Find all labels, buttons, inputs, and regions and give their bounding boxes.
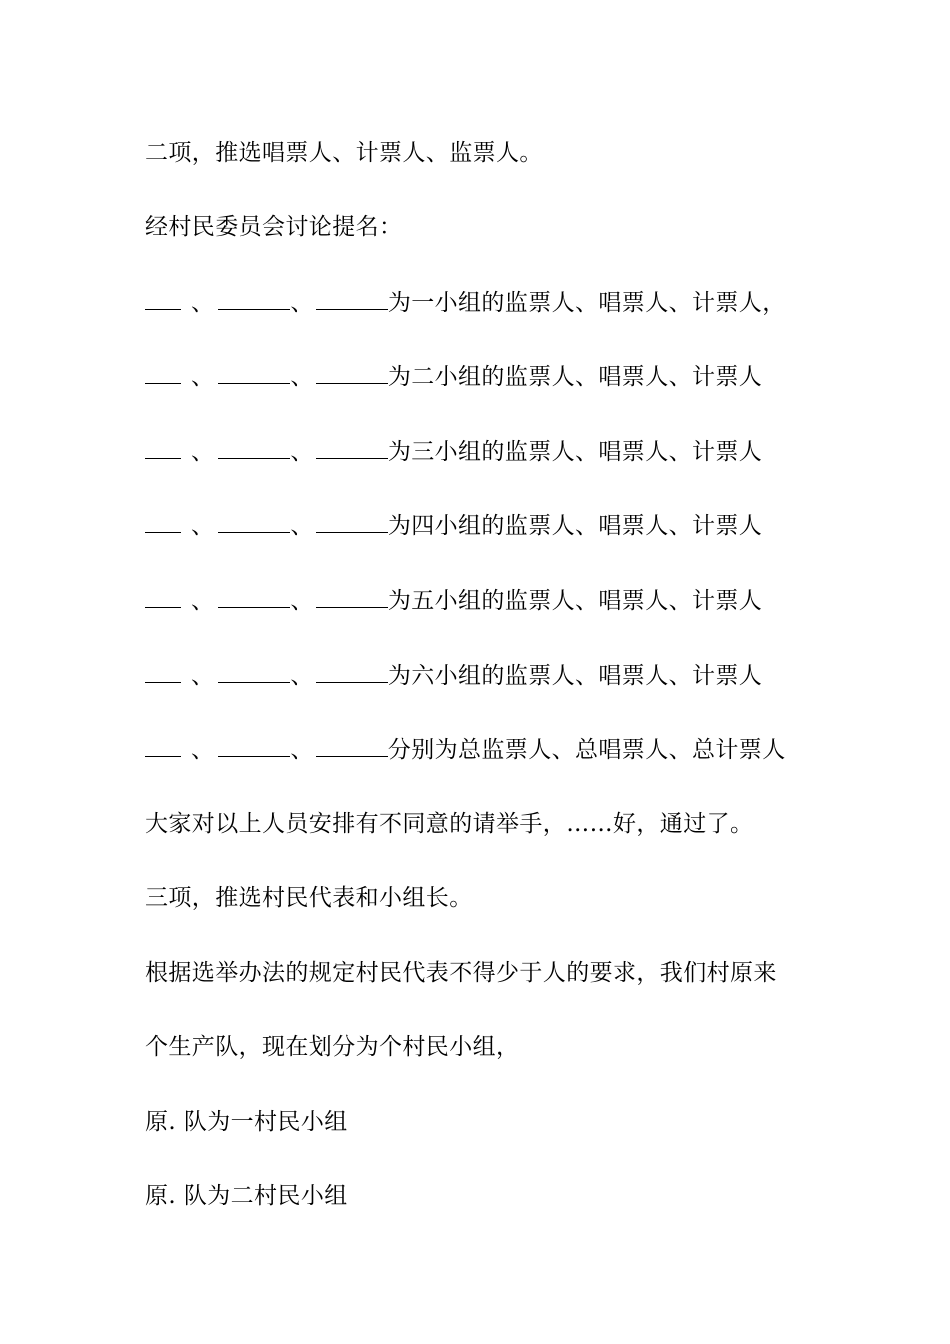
paragraph-item-3-heading: 三项，推选村民代表和小组长。 — [145, 885, 473, 911]
nomination-line-general — [145, 734, 786, 764]
fill-blank[interactable] — [316, 361, 388, 384]
separator: 、 — [191, 439, 215, 465]
fill-blank[interactable] — [218, 287, 290, 310]
fill-blank[interactable] — [145, 734, 181, 757]
nomination-text: 为五小组的监票人、唱票人、计票人 — [387, 588, 763, 614]
nomination-line-group-6 — [145, 660, 762, 690]
nomination-line-group-1 — [145, 287, 786, 317]
nomination-line-group-4 — [145, 510, 762, 540]
separator: 、 — [290, 290, 314, 316]
fill-blank[interactable] — [145, 287, 181, 310]
fill-blank[interactable] — [145, 436, 181, 459]
fill-blank[interactable] — [316, 510, 388, 533]
nomination-text: 为四小组的监票人、唱票人、计票人 — [387, 513, 763, 539]
fill-blank[interactable] — [218, 436, 290, 459]
separator: 、 — [191, 290, 215, 316]
nomination-text: 为二小组的监票人、唱票人、计票人 — [387, 364, 763, 390]
fill-blank[interactable] — [145, 361, 181, 384]
fill-blank[interactable] — [218, 361, 290, 384]
group-assignment-1: 原. 队为一村民小组 — [145, 1109, 348, 1135]
rules-paragraph-line-1: 根据选举办法的规定村民代表不得少于人的要求，我们村原来 — [145, 960, 777, 986]
fill-blank[interactable] — [145, 510, 181, 533]
fill-blank[interactable] — [218, 734, 290, 757]
separator: 、 — [290, 737, 314, 763]
nomination-text: 为三小组的监票人、唱票人、计票人 — [387, 439, 763, 465]
rules-paragraph-line-2: 个生产队，现在划分为个村民小组， — [145, 1034, 520, 1060]
group-assignment-2: 原. 队为二村民小组 — [145, 1183, 348, 1209]
fill-blank[interactable] — [218, 660, 290, 683]
nomination-text: 为六小组的监票人、唱票人、计票人 — [387, 663, 763, 689]
separator: 、 — [191, 513, 215, 539]
fill-blank[interactable] — [316, 660, 388, 683]
fill-blank[interactable] — [218, 585, 290, 608]
nomination-text: 为一小组的监票人、唱票人、计票人， — [387, 290, 786, 316]
approval-paragraph: 大家对以上人员安排有不同意的请举手，……好，通过了。 — [145, 811, 754, 837]
fill-blank[interactable] — [145, 585, 181, 608]
fill-blank[interactable] — [218, 510, 290, 533]
separator: 、 — [290, 439, 314, 465]
separator: 、 — [290, 588, 314, 614]
separator: 、 — [191, 663, 215, 689]
separator: 、 — [290, 663, 314, 689]
separator: 、 — [191, 737, 215, 763]
nomination-intro: 经村民委员会讨论提名： — [145, 214, 403, 240]
nomination-line-group-3 — [145, 436, 762, 466]
fill-blank[interactable] — [316, 436, 388, 459]
nomination-line-group-5 — [145, 585, 762, 615]
fill-blank[interactable] — [316, 585, 388, 608]
nomination-text: 分别为总监票人、总唱票人、总计票人 — [387, 737, 786, 763]
fill-blank[interactable] — [145, 660, 181, 683]
paragraph-item-2-heading: 二项，推选唱票人、计票人、监票人。 — [145, 140, 543, 166]
separator: 、 — [191, 588, 215, 614]
fill-blank[interactable] — [316, 287, 388, 310]
separator: 、 — [290, 513, 314, 539]
fill-blank[interactable] — [316, 734, 388, 757]
separator: 、 — [191, 364, 215, 390]
separator: 、 — [290, 364, 314, 390]
nomination-line-group-2 — [145, 361, 762, 391]
